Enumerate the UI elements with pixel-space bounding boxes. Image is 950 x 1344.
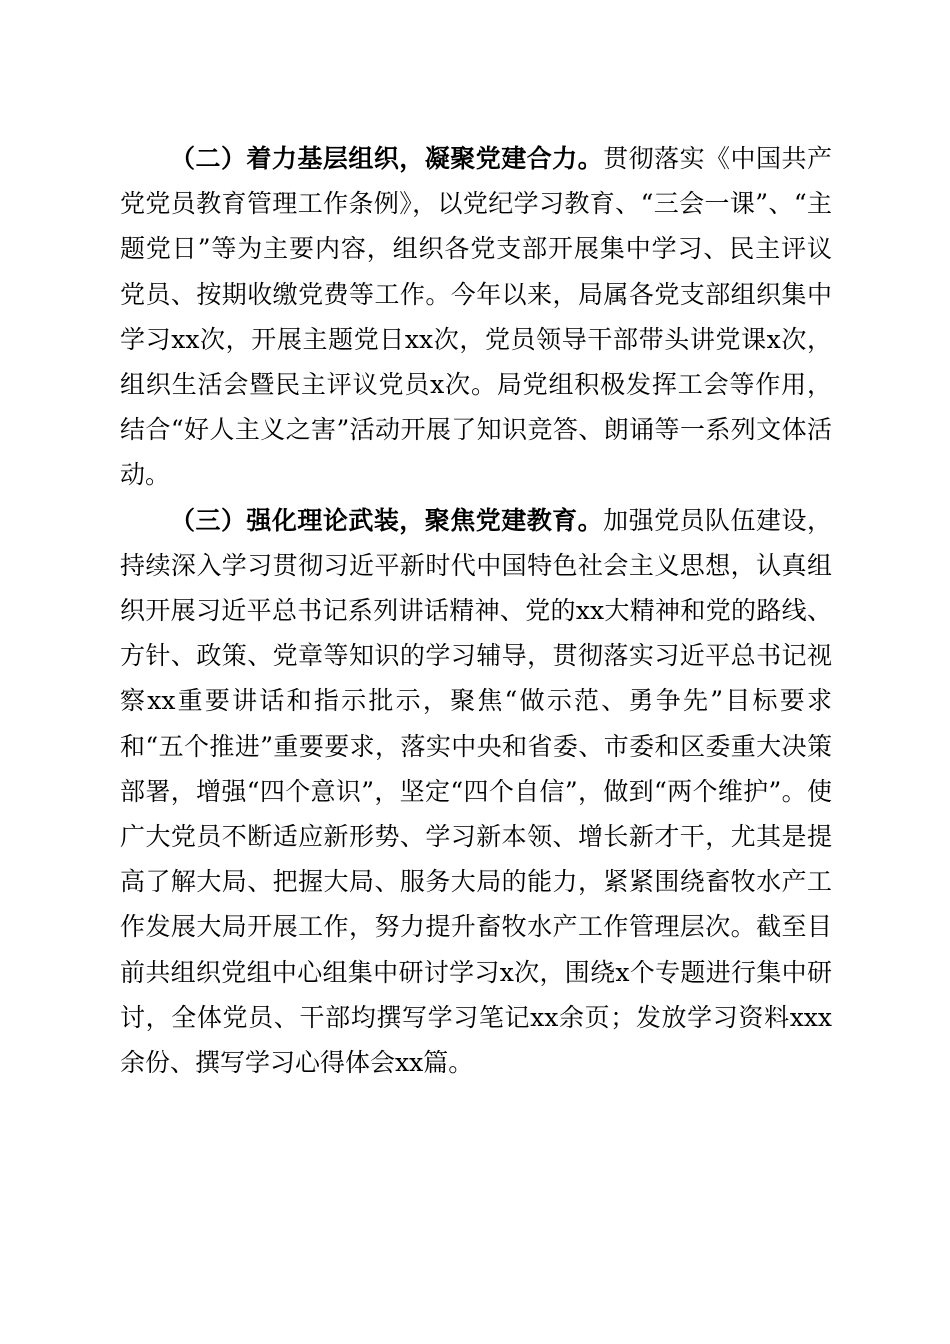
paragraph-text: 加强党员队伍建设，持续深入学习贯彻习近平新时代中国特色社会主义思想，认真组织开展习近平总书记系列讲话精神、党的xx大精神和党的路线、方针、政策、党章等知识的学习辅导，贯彻落实习近平总书记视察xx重要讲话和指示批示，聚焦“做示范、勇争先”目标要求和“五个推进”重要要求，落实中央和省委、市委和区委重大决策部署，增强“四个意识”，坚定“四个自信”，做到“两个维护”。使广大党员不断适应新形势、学习新本领、增长新才干，尤其是提高了解大局、把握大局、服务大局的能力，紧紧围绕畜牧水产工作发展大局开展工作，努力提升畜牧水产工作管理层次。截至目前共组织党组中心组集中研讨学习x次，围绕x个专题进行集中研讨，全体党员、干部均撰写学习笔记xx余页；发放学习资料xxx余份、撰写学习心得体会xx篇。 [120,505,832,1078]
paragraph-text: 贯彻落实《中国共产党党员教育管理工作条例》，以党纪学习教育、“三会一课”、“主题党日”等为主要内容，组织各党支部开展集中学习、民主评议党员、按期收缴党费等工作。今年以来，局属各党支部组织集中学习xx次，开展主题党日xx次，党员领导干部带头讲党课x次，组织生活会暨民主评议党员x次。局党组积极发挥工会等作用，结合“好人主义之害”活动开展了知识竞答、朗诵等一系列文体活动。 [120,144,832,490]
paragraph-heading: （三）强化理论武装，聚焦党建教育。 [170,505,604,535]
document-body [120,136,832,1085]
paragraph-organization [120,136,832,498]
paragraph-heading: （二）着力基层组织，凝聚党建合力。 [170,144,604,173]
paragraph-theory [120,498,832,1086]
